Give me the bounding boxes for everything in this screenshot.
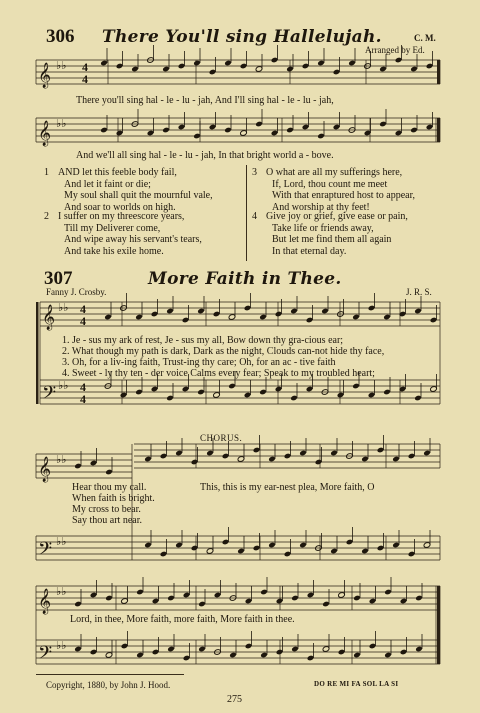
svg-text:♭♭: ♭♭ [56,117,67,130]
svg-text:𝄢: 𝄢 [38,643,53,668]
hymn-306-refrain-line-2: And we'll all sing hal - le - lu - jah, In that bright world a - bove. [76,150,334,161]
svg-text:𝄞: 𝄞 [38,457,52,482]
hymn-307-title: More Faith in Thee. [148,269,342,289]
hymn-307-composer: J. R. S. [406,287,432,297]
footer-rule [36,674,184,675]
hymn-306-stanza-2: 2 I suffer on my threescore years, Till my Deliverer come, And wipe away his servant's tears, And take his exile home. [44,211,202,257]
hymn-306-number: 306 [46,26,75,47]
svg-text:♭♭: ♭♭ [58,379,69,392]
svg-text:𝄞: 𝄞 [38,63,52,88]
svg-text:4: 4 [80,380,86,394]
hymn-306-title: There You'll sing Hallelujah. [102,27,382,47]
hymn-306-meter: C. M. [414,33,436,43]
svg-text:4: 4 [82,60,88,74]
svg-text:𝄞: 𝄞 [38,121,52,146]
staff-306-2 [36,118,440,142]
hymn-307-number: 307 [44,268,73,289]
staff-306-1 [36,60,440,84]
hymn-306-stanza-4: 4 Give joy or grief, give ease or pain, Take life or friends away, But let me find them all again In that eternal day. [252,211,408,257]
svg-text:4: 4 [80,392,86,406]
svg-text:♭♭: ♭♭ [56,453,67,466]
solfege-labels: DO RE MI FA SOL LA SI [314,680,399,688]
hymn-307-verse-endings: Hear thou my call. When faith is bright. My cross to bear. Say thou art near. [72,482,155,526]
copyright-notice: Copyright, 1880, by John J. Hood. [46,680,171,690]
svg-text:𝄢: 𝄢 [38,539,53,564]
svg-text:♭♭: ♭♭ [56,639,67,652]
hymn-307-verses: 1. Je - sus my ark of rest, Je - sus my all, Bow down thy gra-cious ear; 2. What though my path is dark, Dark as the night, Clouds can-not hide thy face, 3. Oh, for a liv-ing faith, Trust-ing thy care; Oh, for an ac - tive faith 4. Sweet - ly thy ten - der voice Calms every fear; Speak to my troubled heart; [62,335,385,379]
hymn-306-refrain-line-1: There you'll sing hal - le - lu - jah, And I'll sing hal - le - lu - jah, [76,95,334,106]
hymn-306-stanza-3: 3 O what are all my sufferings here, If, Lord, thou count me meet With that enraptured host to appear, And worship at thy feet! [252,167,416,213]
chorus-label: CHORUS. [200,433,243,443]
svg-text:4: 4 [80,314,86,328]
svg-text:♭♭: ♭♭ [56,59,67,72]
svg-text:𝄞: 𝄞 [38,589,52,614]
chorus-line-2: Lord, in thee, More faith, more faith, More faith in thee. [70,614,295,625]
svg-text:4: 4 [82,72,88,86]
svg-text:4: 4 [80,302,86,316]
staff-307-3 [36,586,440,664]
svg-text:𝄞: 𝄞 [42,305,56,330]
page-number: 275 [227,694,242,705]
svg-text:♭♭: ♭♭ [56,535,67,548]
stanza-divider [246,165,247,261]
chorus-line-1: This, this is my ear-nest plea, More faith, O [200,482,375,493]
hymn-306-stanza-1: 1 AND let this feeble body fail, And let it faint or die; My soul shall quit the mournful vale, And soar to worlds on high. [44,167,213,213]
svg-text:♭♭: ♭♭ [56,585,67,598]
hymn-306-arranger: Arranged by Ed. [365,45,425,55]
svg-text:𝄢: 𝄢 [42,383,57,408]
svg-text:♭♭: ♭♭ [58,301,69,314]
hymn-307-author: Fanny J. Crosby. [46,287,107,297]
